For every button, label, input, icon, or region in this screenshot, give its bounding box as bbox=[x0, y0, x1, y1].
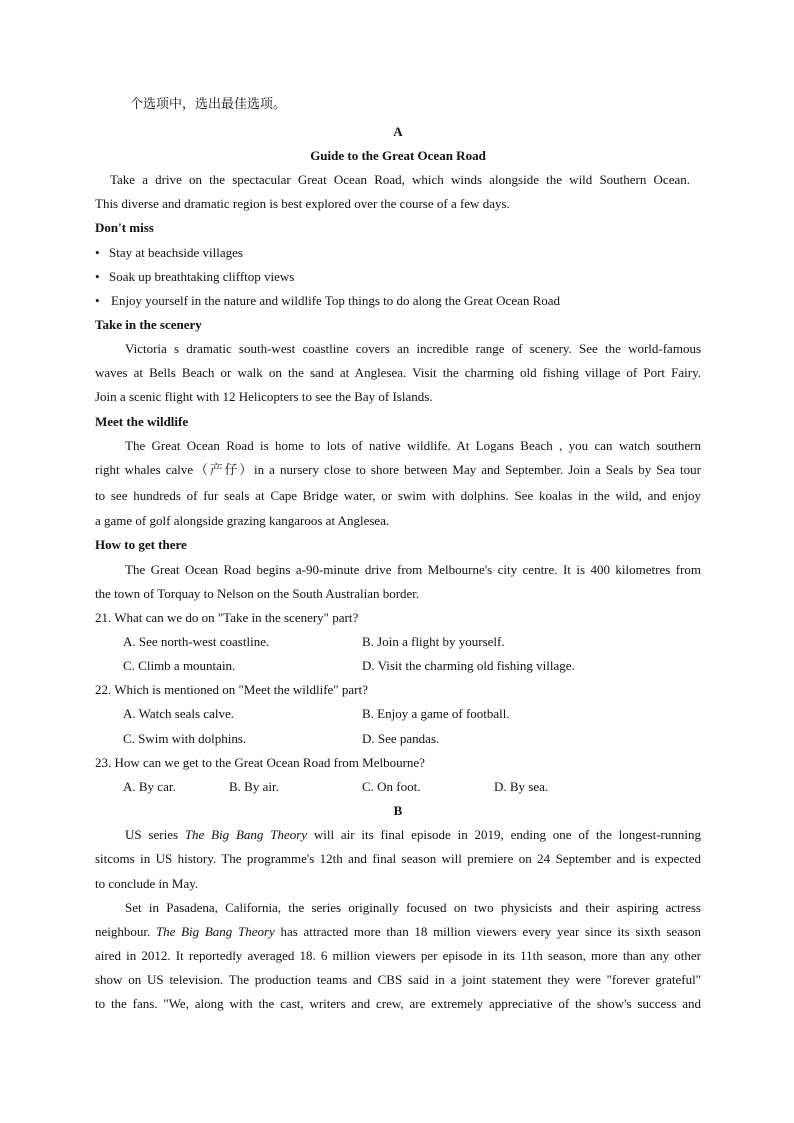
question-stem: 23. How can we get to the Great Ocean Road from Melbourne? bbox=[95, 755, 425, 770]
question-stem: 22. Which is mentioned on "Meet the wildlife" part? bbox=[95, 682, 368, 697]
paragraph-line: the town of Torquay to Nelson on the South Australian border. bbox=[95, 586, 420, 601]
passage-a-title: Guide to the Great Ocean Road bbox=[310, 148, 486, 163]
bullet-dot: • bbox=[95, 269, 100, 284]
paragraph-line: waves at Bells Beach or walk on the sand at Anglesea. Visit the charming old fishing village of Port Fairy. bbox=[95, 365, 701, 380]
text-run: US series bbox=[125, 827, 185, 842]
paragraph-line: Victoria s dramatic south-west coastline covers an incredible range of scenery. See the world-famous bbox=[125, 341, 701, 356]
option-a: A. By car. bbox=[123, 779, 176, 794]
option-a: A. Watch seals calve. bbox=[123, 706, 234, 721]
text-run: neighbour. bbox=[95, 924, 156, 939]
paragraph-line: to see hundreds of fur seals at Cape Bridge water, or swim with dolphins. See koalas in the wild, and enjoy bbox=[95, 488, 701, 503]
paragraph-line: The Great Ocean Road begins a-90-minute drive from Melbourne's city centre. It is 400 kilometres from bbox=[125, 562, 701, 577]
wildlife-heading: Meet the wildlife bbox=[95, 414, 189, 429]
getthere-heading: How to get there bbox=[95, 537, 187, 552]
intro-line: Take a drive on the spectacular Great Ocean Road, which winds alongside the wild Southern Ocean. bbox=[110, 172, 690, 187]
dont-miss-heading: Don't miss bbox=[95, 220, 154, 235]
option-a: A. See north-west coastline. bbox=[123, 634, 270, 649]
option-c: C. On foot. bbox=[362, 779, 421, 794]
bullet-text: Stay at beachside villages bbox=[109, 245, 243, 260]
paragraph-line: show on US television. The production teams and CBS said in a joint statement they were "forever grateful" bbox=[95, 972, 701, 987]
option-d: D. See pandas. bbox=[362, 731, 440, 746]
bullet-text: Soak up breathtaking clifftop views bbox=[109, 269, 295, 284]
option-d: D. By sea. bbox=[494, 779, 549, 794]
option-b: B. By air. bbox=[229, 779, 279, 794]
option-c: C. Swim with dolphins. bbox=[123, 731, 247, 746]
paragraph-line: to conclude in May. bbox=[95, 876, 199, 891]
passage-a-label: A bbox=[393, 124, 403, 139]
bullet-item bbox=[95, 244, 701, 261]
option-d: D. Visit the charming old fishing village. bbox=[362, 658, 575, 673]
paragraph-line: to the fans. "We, along with the cast, writers and crew, are extremely appreciative of the show's success and bbox=[95, 996, 701, 1011]
scenery-heading: Take in the scenery bbox=[95, 317, 202, 332]
paragraph-line: a game of golf alongside grazing kangaroos at Anglesea. bbox=[95, 513, 390, 528]
paragraph-line: aired in 2012. It reportedly averaged 18. 6 million viewers per episode in its 11th season, more than any other bbox=[95, 948, 701, 963]
bullet-text: Enjoy yourself in the nature and wildlife Top things to do along the Great Ocean Road bbox=[111, 293, 561, 308]
paragraph-line: The Great Ocean Road is home to lots of native wildlife. At Logans Beach , you can watch southern bbox=[125, 438, 701, 453]
section-instruction: 个选项中，选出最佳选项。 bbox=[130, 96, 287, 111]
option-b: B. Enjoy a game of football. bbox=[362, 706, 510, 721]
paragraph-line: Join a scenic flight with 12 Helicopters to see the Bay of Islands. bbox=[95, 389, 433, 404]
show-title: The Big Bang Theory bbox=[155, 924, 275, 939]
paragraph-line: sitcoms in US history. The programme's 12th and final season will premiere on 24 September and is expected bbox=[95, 851, 701, 866]
text-run: has attracted more than 18 million viewers every year since its sixth season bbox=[274, 924, 702, 939]
passage-b-label: B bbox=[393, 803, 403, 818]
paragraph-line: Set in Pasadena, California, the series originally focused on two physicists and their aspiring actress bbox=[125, 900, 701, 915]
paragraph-line bbox=[95, 923, 701, 940]
option-c: C. Climb a mountain. bbox=[123, 658, 236, 673]
bullet-dot: • bbox=[95, 293, 100, 308]
show-title: The Big Bang Theory bbox=[184, 827, 308, 842]
question-stem: 21. What can we do on "Take in the scenery" part? bbox=[95, 610, 359, 625]
paragraph-line bbox=[125, 826, 701, 843]
option-b: B. Join a flight by yourself. bbox=[362, 634, 505, 649]
intro-line: This diverse and dramatic region is best explored over the course of a few days. bbox=[95, 196, 510, 211]
bullet-item bbox=[95, 268, 701, 285]
bullet-item bbox=[95, 292, 701, 309]
bullet-dot: • bbox=[95, 245, 100, 260]
paragraph-line: right whales calve（产仔）in a nursery close to shore between May and September. Join a Seals by Sea tour bbox=[95, 462, 701, 477]
text-run: will air its final episode in 2019, ending one of the longest-running bbox=[307, 827, 701, 842]
